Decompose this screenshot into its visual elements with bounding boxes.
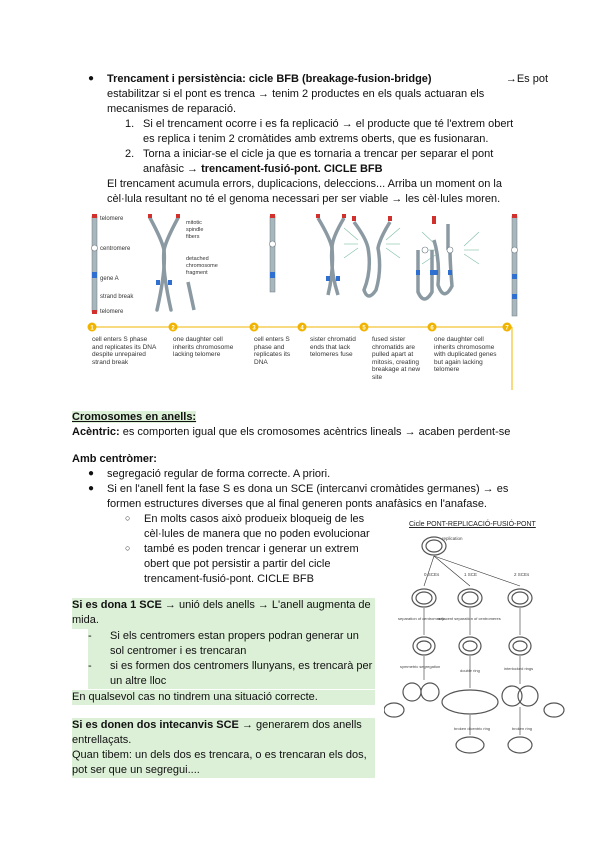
sub2-line-2: obert que pot persistir a partir del cicle: [144, 558, 331, 570]
sce2-rest: → generarem dos anells: [238, 719, 362, 731]
ring-cycle-figure: [384, 532, 568, 764]
svg-text:chromosome: chromosome: [186, 263, 218, 269]
chromosome-replicated-2: [318, 218, 344, 295]
accumulation-paragraph: [107, 177, 557, 207]
bullet-sce-line-1: Si en l'anell fent la fase S es dona un SCE (intercanvi cromàtides germanes) → es: [107, 483, 509, 495]
label-sep-close: separation of centromeres: [398, 616, 445, 621]
dash1-line-2: sol centromer i es trencaran: [110, 645, 247, 657]
label-telomere-bottom: telomere: [100, 309, 124, 315]
label-broken-ring: broken ring: [512, 726, 533, 731]
svg-text:fragment: fragment: [186, 270, 208, 276]
label-broken-dicentric: broken dicentric ring: [454, 726, 491, 731]
ring-cycle-title: Cicle PONT-REPLICACIÓ-FUSIÓ-PONT: [409, 521, 536, 528]
chromosome-no-telomere: [270, 214, 276, 292]
last-line-2: pot ser que un segregui....: [72, 764, 200, 776]
sub1-line-2: cèl·lules de manera que no poden evolucionar: [144, 528, 370, 540]
step-1-number: 1: [90, 325, 94, 332]
dash-icon: -: [88, 630, 92, 642]
dash2-line-2: un altre lloc: [110, 675, 167, 687]
bfb-cycle-label: → trencament-fusió-pont. CICLE BFB: [187, 163, 383, 175]
amb-centromer-heading: Amb centròmer:: [72, 453, 157, 465]
list-item-2-line-2: [143, 162, 555, 177]
label-centromere: centromere: [100, 246, 131, 252]
chromosome-initial: [92, 214, 98, 314]
conclusion-line: En qualsevol cas no tindrem una situació correcte.: [72, 690, 375, 705]
sce1-block: [72, 598, 375, 629]
list-item-1-line-2: es replica i tenim 2 cromàtides amb extrems oberts, que es fusionaran.: [143, 133, 489, 145]
last-line-1: Quan tibem: un dels dos es trencara, o es trencaran els dos,: [72, 749, 367, 761]
bfb-bullet-block: [88, 72, 548, 117]
bfb-line-2: estabilitzar si el pont es trenca → tenim 2 productes en els quals actuaran els: [107, 88, 485, 100]
ring-arrows: [424, 556, 520, 735]
ring-chromosomes-heading: Cromosomes en anells:: [72, 411, 197, 423]
label-spindle: mitotic: [186, 220, 202, 226]
step-2-text: one daughter cell inherits chromosome lacking telomere: [173, 336, 234, 358]
label-replication: replication: [442, 536, 463, 541]
step-3-text: cell enters S phase and replicates its DNA: [254, 336, 291, 366]
step-7-number: 7: [505, 325, 509, 332]
list-item-1-number: 1.: [125, 118, 135, 130]
para-line-1: El trencament acumula errors, duplicacions, deleccions... Arriba un moment on la: [107, 178, 502, 190]
label-strand-break: strand break: [100, 294, 134, 300]
centromere-bullets: [88, 467, 558, 512]
label-sep-adjacent: adjacent separation of centromeres: [438, 616, 501, 621]
label-0-sce: 0 SCEs: [424, 572, 440, 577]
sce2-block: [72, 718, 375, 778]
circle-bullet-icon: ○: [125, 543, 131, 553]
label-sym-seg: symmetric segregation: [400, 664, 441, 669]
step-6-number: 6: [430, 325, 434, 332]
bfb-title-line: [107, 72, 548, 87]
step-5-text: fused sister chromatids are pulled apart at mitosis, creating breakage at new site: [372, 336, 421, 381]
step-5-number: 5: [362, 325, 366, 332]
para-line-2: cèl·lula resultant no té el genoma necessari per ser viable → les cèl·lules moren.: [107, 193, 501, 205]
chromosome-fused: [354, 222, 390, 296]
list-item-2-line-2-a: anafàsic: [143, 163, 188, 175]
sub1-line-1: En molts casos això produeix bloqueig de les: [144, 513, 365, 525]
acentric-label: Acèntric:: [72, 426, 120, 438]
sub2-line-1: també es poden trencar i generar un extrem: [144, 543, 359, 555]
sub2-line-3: trencament-fusió-pont. CICLE BFB: [144, 573, 314, 585]
dash-icon: -: [88, 660, 92, 672]
sce1-rest: → unió dels anells → L'anell augmenta de: [161, 599, 371, 611]
sce1-bold: Si es dona 1 SCE: [72, 599, 162, 611]
list-item-2-number: 2.: [125, 148, 135, 160]
bfb-title: Trencament i persistència: cicle BFB (breakage-fusion-bridge): [107, 73, 432, 85]
step-2-number: 2: [171, 325, 175, 332]
label-2-sce: 2 SCEs: [514, 572, 530, 577]
numbered-list: [125, 117, 555, 177]
step-4-text: sister chromatid ends that lack telomeres fuse: [310, 336, 356, 358]
bullet-dot: ●: [88, 73, 95, 84]
chromosome-duplicated: [418, 250, 432, 299]
label-detached: detached: [186, 256, 209, 262]
sce2-line-2: entrellaçats.: [72, 734, 132, 746]
label-double-ring: double ring: [460, 668, 480, 673]
sub-bullets: [125, 512, 375, 587]
bfb-title-rest: →Es pot: [505, 73, 548, 85]
step-3-number: 3: [252, 325, 256, 332]
bullet-sce-line-2: formen estructures diverses que al final generen ponts anafàsics en l'anafase.: [107, 498, 487, 510]
bullet-dot: ●: [88, 468, 95, 479]
bfb-line-3: mecanismes de reparació.: [107, 103, 237, 115]
sce2-bold: Si es donen dos intecanvis SCE: [72, 719, 239, 731]
label-telomere-top: telomere: [100, 216, 124, 222]
bullet-dot: ●: [88, 483, 95, 494]
step-1-text: cell enters S phase and replicates its DNA despite unrepaired strand break: [92, 336, 156, 366]
list-item-2-line-1: Torna a iniciar-se el cicle ja que es tornaria a trencar per separar el pont: [143, 148, 494, 160]
dash-list: [88, 629, 375, 689]
ring-shapes: [384, 537, 564, 753]
bullet-regular: segregació regular de forma correcte. A priori.: [107, 468, 331, 480]
svg-text:spindle: spindle: [186, 227, 204, 233]
list-item-1-line-1: Si el trencament ocorre i es fa replicació → el producte que té l'extrem obert: [143, 118, 514, 130]
step-4-number: 4: [300, 325, 304, 332]
svg-text:fibers: fibers: [186, 234, 200, 240]
label-gene-a: gene A: [100, 276, 119, 282]
acentric-line: [72, 425, 510, 440]
dash1-line-1: Si els centromers estan propers podran generar un: [110, 630, 359, 642]
spindle-fibers: [344, 228, 479, 264]
label-1-sce: 1 SCE: [464, 572, 478, 577]
step-6-text: one daughter cell inherits chromosome with duplicated genes but again lacking telomere: [434, 336, 497, 373]
dash2-line-1: si es formen dos centromers llunyans, es trencarà per: [110, 660, 373, 672]
acentric-text: es comporten igual que els cromosomes acèntrics lineals → acaben perdent-se: [119, 426, 511, 438]
label-interlocked: interlocked rings: [504, 666, 534, 671]
circle-bullet-icon: ○: [125, 513, 131, 523]
chromosome-final: [512, 214, 518, 316]
sce1-line-2: mida.: [72, 614, 99, 626]
chromosome-replicated: [150, 218, 178, 310]
